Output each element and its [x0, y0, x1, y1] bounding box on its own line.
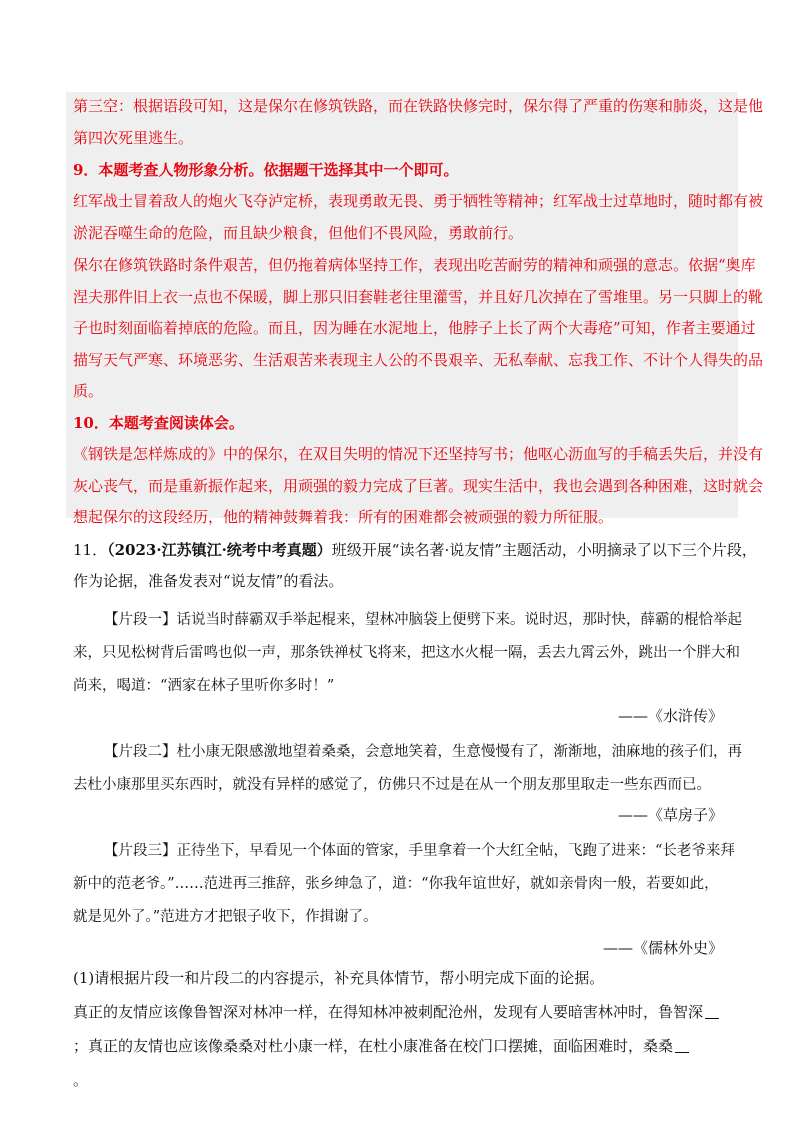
excerpt-source: ——《儒林外史》	[602, 939, 723, 957]
excerpt-line: 新中的范老爷。”……范进再三推辞，张乡绅急了，道：“你我年谊世好，就如亲骨肉一般，若要如此，	[73, 876, 719, 892]
answer-line: 《钢铁是怎样炼成的》中的保尔，在双目失明的情况下还坚持写书；他呕心沥血写的手稿丢失后，并没有	[73, 445, 764, 463]
answer-line: 红军战士冒着敌人的炮火飞夺泸定桥，表现勇敢无畏、勇于牺牲等精神；红军战士过草地时，随时都有被	[73, 192, 764, 210]
sub-question-1-prompt: (1)请根据片段一和片段二的内容提示，补充具体情节，帮小明完成下面的论据。	[73, 969, 605, 987]
answer-line: 保尔在修筑铁路时条件艰苦，但仍拖着病体坚持工作，表现出吃苦耐劳的精神和顽强的意志。依据“奥库	[73, 256, 756, 274]
answer-line: 子也时刻面临着掉底的危险。而且，因为睡在水泥地上，他脖子上长了两个大毒疮”可知，作者主要通过	[73, 319, 756, 337]
question-stem-text: 班级开展“读名著·说友情”主题活动，小明摘录了以下三个片段，	[331, 541, 757, 559]
excerpt-line: 就是见外了。”范进方才把银子收下，作揖谢了。	[73, 909, 378, 925]
answer-line: 灰心丧气，而是重新振作起来，用顽强的毅力完成了巨著。现实生活中，我也会遇到各种困难，这时就会	[73, 477, 764, 495]
answer-line: 想起保尔的这段经历，他的精神鼓舞着我：所有的困难都会被顽强的毅力所征服。	[73, 508, 614, 526]
excerpt-line: 【片段三】正待坐下，早看见一个体面的管家，手里拿着一个大红全帖，飞跑了进来：“长老爷来拜	[104, 843, 735, 859]
excerpt-source: ——《水浒传》	[617, 707, 723, 725]
excerpt-line: 去杜小康那里买东西时，就没有异样的感觉了，仿佛只不过是在从一个朋友那里取走一些东西而已。	[73, 777, 711, 793]
question-number: 11．	[73, 541, 108, 559]
sub-question-1-end: 。	[73, 1071, 89, 1089]
answer-line: 第四次死里逃生。	[73, 129, 194, 147]
question-10-title: 10．本题考查阅读体会。	[73, 414, 244, 432]
question-9-title: 9．本题考查人物形象分析。依据题干选择其中一个即可。	[73, 161, 459, 179]
answer-line: 描写天气严寒、环境恶劣、生活艰苦来表现主人公的不畏艰辛、无私奉献、忘我工作、不计个人得失的品	[73, 351, 764, 369]
answer-line: 涅夫那件旧上衣一点也不保暖，脚上那只旧套鞋老往里灌雪，并且好几次掉在了雪堆里。另一只脚上的靴	[73, 288, 764, 306]
answer-prompt-text: ；真正的友情也应该像桑桑对杜小康一样，在杜小康准备在校门口摆摊，面临困难时，桑桑	[73, 1037, 674, 1055]
answer-line: 第三空：根据语段可知，这是保尔在修筑铁路，而在铁路快修完时，保尔得了严重的伤寒和肺炎，这是他	[73, 97, 764, 115]
answer-blank[interactable]	[705, 1003, 719, 1019]
answer-prompt-text: 真正的友情应该像鲁智深对林冲一样，在得知林冲被刺配沧州，发现有人要暗害林冲时，鲁智深	[73, 1003, 704, 1021]
question-stem-line: 作为论据，准备发表对“说友情”的看法。	[73, 572, 344, 590]
answer-line: 淤泥吞噬生命的危险，而且缺少粮食，但他们不畏风险，勇敢前行。	[73, 224, 524, 242]
excerpt-source: ——《草房子》	[617, 806, 723, 824]
sub-question-1-line	[73, 1002, 719, 1022]
excerpt-line: 来，只见松树背后雷鸣也似一声，那条铁禅杖飞将来，把这水火棍一隔，丢去九霄云外，跳出一个胖大和	[73, 645, 740, 661]
excerpt-line: 尚来，喝道：“洒家在林子里听你多时！”	[73, 678, 335, 694]
excerpt-line: 【片段一】话说当时薛霸双手举起棍来，望林冲脑袋上便劈下来。说时迟，那时快，薛霸的棍恰举起	[104, 612, 742, 628]
sub-question-1-line	[73, 1036, 689, 1056]
excerpt-line: 【片段二】杜小康无限感激地望着桑桑，会意地笑着，生意慢慢有了，渐渐地，油麻地的孩子们，再	[104, 744, 742, 760]
question-source: （2023·江苏镇江·统考中考真题）	[107, 541, 332, 559]
answer-blank[interactable]	[675, 1037, 689, 1053]
question-11-stem	[73, 540, 757, 560]
answer-line: 质。	[73, 382, 104, 400]
